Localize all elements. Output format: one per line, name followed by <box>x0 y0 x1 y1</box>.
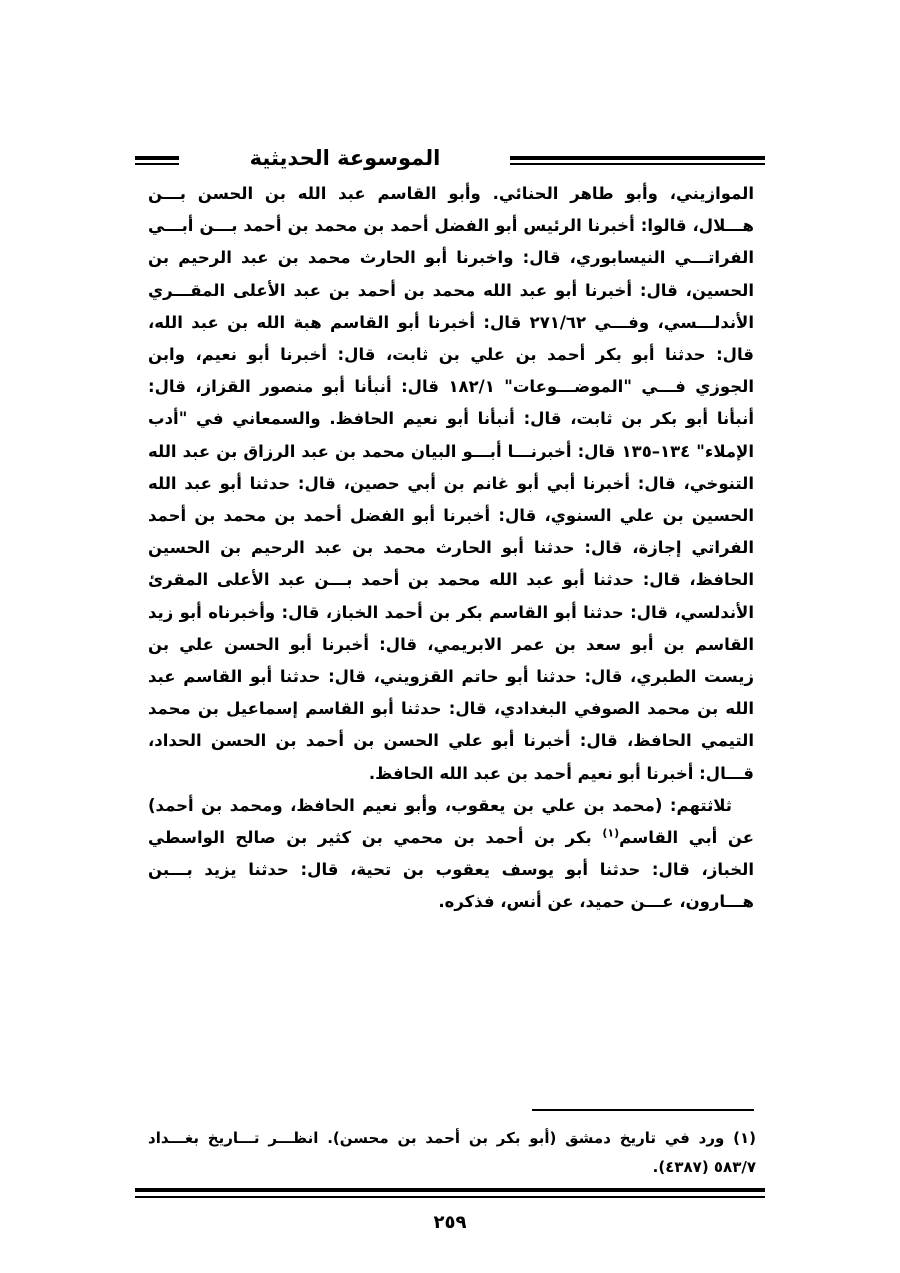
running-header <box>135 148 765 176</box>
footnote-separator <box>532 1109 754 1111</box>
footer-rule <box>135 1188 765 1200</box>
header-title: الموسوعة الحديثية <box>249 146 441 170</box>
footnote <box>148 1124 756 1182</box>
page-number: ٢٥٩ <box>433 1212 467 1233</box>
paragraph-text: ثلاثتهم: (محمد بن علي بن يعقوب، وأبو نعيم الحافظ، ومحمد بن أحمد) عن أبي القاسم <box>148 795 754 848</box>
header-rule-left <box>135 154 179 164</box>
paragraph <box>148 790 754 919</box>
footnote-reference[interactable]: (١) <box>602 826 620 840</box>
main-text <box>148 178 754 919</box>
paragraph-text: بكر بن أحمد بن محمي بن كثير بن صالح الواسطي الخباز، قال: حدثنا أبو يوسف يعقوب بن تحية، قال: حدثنا يزيد بـــبن هـــارون، عـــن حميد، عن أنس، فذكره. <box>148 828 754 912</box>
paragraph: الموازيني، وأبو طاهر الحنائي. وأبو القاسم عبد الله بن الحسن بـــن هـــلال، قالوا: أخبرنا الرئيس أبو الفضل أحمد بن محمد بن أحمد بـــن أبـــي الفراتـــي النيسابوري، قال: واخبرنا أبو الحارث محمد بن عبد الرحيم بن الحسين، قال: أخبرنا أبو عبد الله محمد بن أحمد بن عبد الأعلى المقـــري الأندلـــسي، وفـــي ٢٧١/٦٢ قال: أخبرنا أبو القاسم هبة الله بن عبد الله، قال: حدثنا أبو بكر أحمد بن علي بن ثابت، قال: أخبرنا أبو نعيم، وابن الجوزي فـــي "الموضـــوعات" ١٨٢/١ قال: أنبأنا أبو منصور القزاز، قال: أنبأنا أبو بكر بن ثابت، قال: أنبأنا أبو نعيم الحافظ. والسمعاني في "أدب الإملاء" ١٣٤–١٣٥ قال: أخبرنـــا أبـــو البيان محمد بن عبد الرزاق بن عبد الله التنوخي، قال: أخبرنا أبي أبو غانم بن أبي حصين، قال: حدثنا أبو عبد الله الحسين بن علي السنوي، قال: أخبرنا أبو الفضل أحمد بن محمد بن أحمد الفراتي إجازة، قال: حدثنا أبو الحارث محمد بن عبد الرحيم بن الحسين الحافظ، قال: حدثنا أبو عبد الله محمد بن أحمد بـــن عبد الأعلى المقرئ الأندلسي، قال: حدثنا أبو القاسم بكر بن أحمد الخباز، قال: وأخبرناه أبو زيد القاسم بن أبو سعد بن عمر الابريمي، قال: أخبرنا أبو الحسن علي بن زيست الطبري، قال: حدثنا أبو حاتم القزويني، قال: حدثنا أبو القاسم عبد الله بن محمد الصوفي البغدادي، قال: حدثنا أبو القاسم إسماعيل بن محمد التيمي الحافظ، قال: أخبرنا أبو علي الحسن بن أحمد بن الحسن الحداد، قـــال: أخبرنا أبو نعيم أحمد بن عبد الله الحافظ. <box>148 184 755 783</box>
header-rule-right <box>510 154 765 164</box>
footnote-text: (١) ورد في تاريخ دمشق (أبو بكر بن أحمد بن محسن). انظـــر تـــاريخ بغـــداد ٥٨٣/٧ (٤٣٨٧). <box>148 1129 756 1176</box>
